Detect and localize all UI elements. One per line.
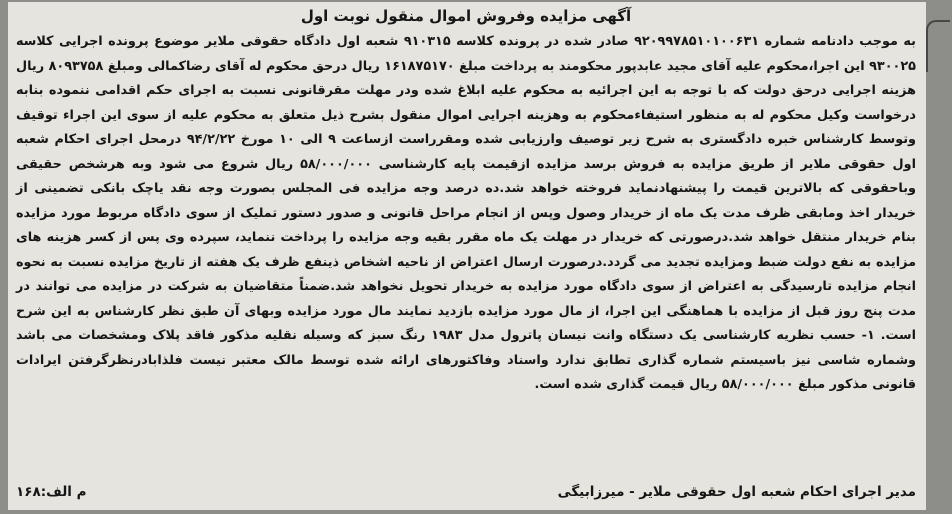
notice-body: به موجب دادنامه شماره ۹۲۰۹۹۷۸۵۱۰۱۰۰۶۳۱ صادر شده در پرونده کلاسه ۹۱۰۳۱۵ شعبه اول دادگاه حقوقی ملایر موضوع پرونده اجرایی کلاسه ۹۳۰۰۲۵ این اجرا،محکوم علیه آقای مجید عابدپور محکومند به پرداخت مبلغ ۱۶۱۸۷۵۱۷۰ ریال درحق محکوم له آقای رضاکمالی ومبلغ ۸۰۹۳۷۵۸ ریال هزینه اجرایی درحق دولت که با توجه به این اجرائیه به محکوم علیه ابلاغ شده ودر مهلت مقرقانونی نسبت به اجرای حکم اقدامی ننموده بنابه درخواست وکیل محکوم له به منظور استیفاءمحکوم به وهزینه اجرایی اموال منقول بشرح ذیل متعلق به محکوم علیه از سوی این اجراء توقیف وتوسط کارشناس خبره دادگستری به شرح زیر توصیف وارزیابی شده ومقرراست ازساعت ۹ الی ۱۰ مورخ ۹۴/۲/۲۲ درمحل اجرای احکام شعبه اول حقوقی ملایر از طریق مزایده به فروش برسد مزایده ازقیمت پایه کارشناسی ۵۸/۰۰۰/۰۰۰ ریال شروع می شود وبه هرشخص حقیقی وباحقوقی که بالاترین قیمت را پیشنهادنماید فروخته خواهد شد.ده درصد وجه مزایده فی المجلس بصورت وجه نقد یاچک بانکی تضمینی از خریدار اخذ ومابقی ظرف مدت یک ماه از خریدار وصول وپس از انجام مراحل قانونی و صدور دستور تملیک از سوی دادگاه مربوط مورد مزایده بنام خریدار منتقل خواهد شد.درصورتی که خریدار در مهلت یک ماه مقرر بقیه وجه مزایده را پرداخت ننماید، سپرده وی پس از کسر هزینه های مزایده به نفع دولت ضبط ومزایده تجدید می گردد.درصورت ارسال اعتراض از ناحیه اشخاص ذینفع ظرف یک هفته از تاریخ مزایده نسبت به نحوه انجام مزایده تارسیدگی به اعتراض از سوی دادگاه مورد مزایده به خریدار تحویل نخواهد شد.ضمناً متقاضیان به شرکت در مزایده می توانند در مدت پنج روز قبل از مزایده با هماهنگی این اجرا، از مال مورد مزایده بازدید نمایند مال مورد مزایده وبهای آن طبق نظر کارشناس به این شرح است. ۱- حسب نظریه کارشناسی یک دستگاه وانت نیسان پاترول مدل ۱۹۸۳ رنگ سبز که وسیله نقلیه مذکور فاقد پلاک ومشخصات می باشد وشماره شاسی نیز باسیستم شماره گذاری تطابق ندارد واسناد وفاکتورهای ارائه شده توسط مالک معتبر نیست فلذابادرنظرگرفتن ایرادات قانونی مذکور مبلغ ۵۸/۰۰۰/۰۰۰ ریال قیمت گذاری شده است. xyxy=(16,34,916,392)
reference-number: م الف:۱۶۸ xyxy=(16,484,87,500)
notice-title: آگهی مزایده وفروش اموال منقول نوبت اول xyxy=(300,7,632,25)
newspaper-clipping xyxy=(8,2,926,510)
notice-footer xyxy=(16,482,916,502)
clipping-edge-mark xyxy=(926,20,950,72)
signature-line: مدیر اجرای احکام شعبه اول حقوقی ملایر - میرزابیگی xyxy=(557,484,916,500)
